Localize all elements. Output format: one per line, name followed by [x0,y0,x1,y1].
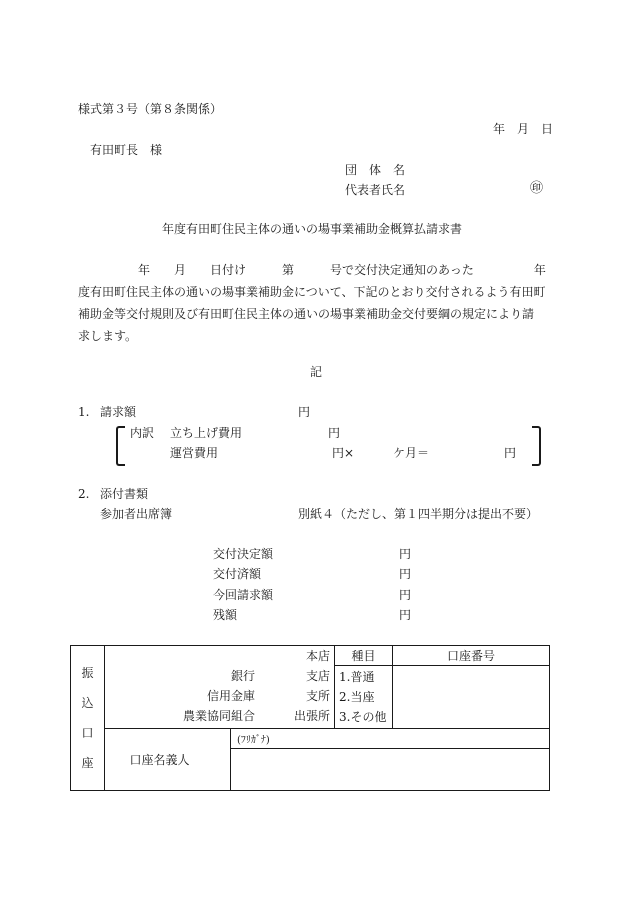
item1-number: 1. [78,405,90,419]
balance-unit: 円 [399,608,412,622]
attachment-note: 別紙４（ただし、第１四半期分は提出不要） [298,507,539,521]
addressee: 有田町長 様 [90,143,163,157]
organization-name-label: 団 体 名 [345,163,406,177]
current-request-label: 今回請求額 [213,588,274,602]
current-request-unit: 円 [399,588,412,602]
representative-name-label: 代表者氏名 [345,183,406,197]
attendance-register-label: 参加者出席簿 [100,507,173,521]
branch-types: 本店 支店 支所 出張所 [294,649,331,723]
date-line: 年 月 日 [493,122,554,136]
item1-yen: 円 [298,405,311,419]
startup-cost-yen: 円 [328,426,341,440]
account-holder-label: 口座名義人 [105,728,231,790]
intro-line: 年 月 日付け 第 号で交付決定通知のあった 年 [78,263,546,277]
item2-label: 添付書類 [100,487,149,501]
item2-number: 2. [78,487,90,501]
ki-marker: 記 [310,365,323,379]
paid-amount-label: 交付済額 [213,567,262,581]
furigana-field[interactable]: (ﾌﾘｶﾞﾅ) [231,728,550,748]
transfer-account-side-label: 振 込 口 座 [71,646,105,791]
right-bracket [532,426,541,466]
account-number-field[interactable] [393,666,550,728]
account-number-header: 口座番号 [393,646,550,666]
account-type-header: 種目 [335,646,393,666]
operating-total-yen: 円 [504,446,517,460]
seal-mark: ㊞ [530,181,544,196]
operating-cost-label: 運営費用 [170,446,219,460]
months-equals: ケ月＝ [393,446,430,460]
paid-amount-unit: 円 [399,567,412,581]
account-type-options[interactable]: 1.普通 2.当座 3.その他 [335,666,393,728]
item1-label: 請求額 [100,405,137,419]
intro-line: 求します。 [78,329,138,343]
bank-account-table [70,645,550,791]
operating-cost-yen-times: 円× [332,446,355,460]
left-bracket [116,426,125,466]
form-number: 様式第３号（第８条関係） [78,102,223,116]
intro-line: 補助金等交付規則及び有田町住民主体の通いの場事業補助金交付要綱の規定により請 [78,307,535,321]
account-holder-name-field[interactable] [231,748,550,790]
institution-types: 銀行 信用金庫 農業協同組合 [182,669,255,723]
decided-amount-label: 交付決定額 [213,547,274,561]
document-title: 年度有田町住民主体の通いの場事業補助金概算払請求書 [162,222,463,236]
startup-cost-label: 立ち上げ費用 [170,426,243,440]
balance-label: 残額 [213,608,238,622]
breakdown-label: 内訳 [130,426,155,440]
institution-branch-cell [105,646,335,729]
intro-paragraph [78,259,558,347]
intro-line: 度有田町住民主体の通いの場事業補助金について、下記のとおり交付されるよう有田町 [78,285,546,299]
decided-amount-unit: 円 [399,547,412,561]
